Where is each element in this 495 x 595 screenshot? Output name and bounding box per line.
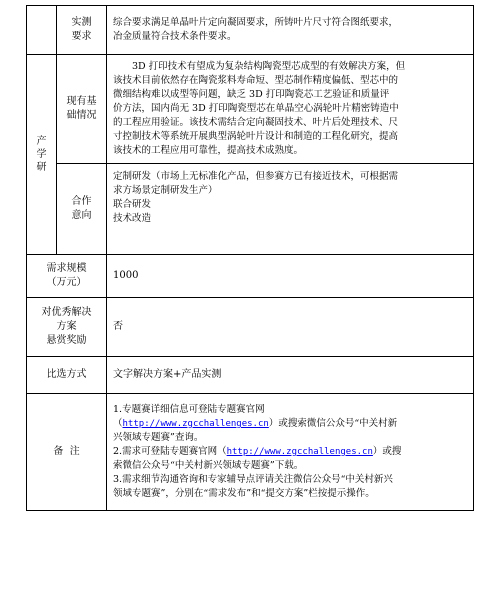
label-demand-scale: 需求规模 （万元）: [27, 255, 107, 298]
requirement-table: [26, 5, 474, 511]
value-reward: 否: [107, 298, 474, 357]
label-test-requirement: 实测 要求: [57, 6, 107, 55]
label-cooperation-intent: 合作 意向: [57, 164, 107, 255]
text-cooperation-intent: 定制研发（市场上无标准化产品，但参赛方已有接近技术，可根据需 求方场景定制研发生产） 联合研发 技术改造: [107, 164, 474, 255]
label-industry-academia-research: 产 学 研: [27, 55, 57, 255]
site-link-1[interactable]: http://www.zgcchallenges.cn: [122, 419, 269, 429]
value-selection-method: 文字解决方案+产品实测: [107, 357, 474, 394]
row-demand-scale: [27, 255, 474, 298]
text-existing-basis: 3D 打印技术有望成为复杂结构陶瓷型芯成型的有效解决方案，但 该技术目前依然存在陶瓷浆料寿命短、型芯制作精度偏低、型芯中的 微细结构难以成型等问题，缺乏 3D 打印陶瓷芯工艺验证和质量评 价方法，国内尚无 3D 打印陶瓷型芯在单晶空心涡轮叶片精密铸造中 的工程应用验证。该技术需结合定向凝固技术、叶片后处理技术、尺 寸控制技术等系统开展典型涡轮叶片设计和制造的工程化研究，提高 该技术的工程应用可靠性，提高技术成熟度。: [107, 55, 474, 164]
row-existing-basis: [27, 55, 474, 164]
text-test-requirement: 综合要求满足单晶叶片定向凝固要求，所铸叶片尺寸符合图纸要求， 冶金质量符合技术条件要求。: [107, 6, 474, 55]
row-notes: [27, 394, 474, 511]
label-reward: 对优秀解决 方案 悬赏奖励: [27, 298, 107, 357]
text-notes: 1.专题赛详细信息可登陆专题赛官网 （http://www.zgcchallenges.cn）或搜索微信公众号“中关村新 兴领域专题赛”查询。 2.需求可登陆专题赛官网（http://www.zgcchallenges.cn）或搜 索微信公众号“中关村新兴领域专题赛”下载。 3.需求细节沟通咨询和专家辅导点评请关注微信公众号“中关村新兴 领域专题赛”，分别在“需求发布”和“提交方案”栏按提示操作。: [107, 394, 474, 511]
note1-line2: （http://www.zgcchallenges.cn）或搜索微信公众号“中关村新: [113, 418, 398, 429]
note2-line1: 2.需求可登陆专题赛官网（http://www.zgcchallenges.cn）或搜: [113, 446, 402, 457]
label-selection-method: 比选方式: [27, 357, 107, 394]
row-test-requirement: [27, 6, 474, 55]
label-notes: 备 注: [27, 394, 107, 511]
row-reward: [27, 298, 474, 357]
row-selection-method: [27, 357, 474, 394]
cell-empty-left: [27, 6, 57, 55]
site-link-2[interactable]: http://www.zgcchallenges.cn: [226, 447, 373, 457]
label-existing-basis: 现有基 础情况: [57, 55, 107, 164]
value-demand-scale: 1000: [107, 255, 474, 298]
row-cooperation-intent: [27, 164, 474, 255]
